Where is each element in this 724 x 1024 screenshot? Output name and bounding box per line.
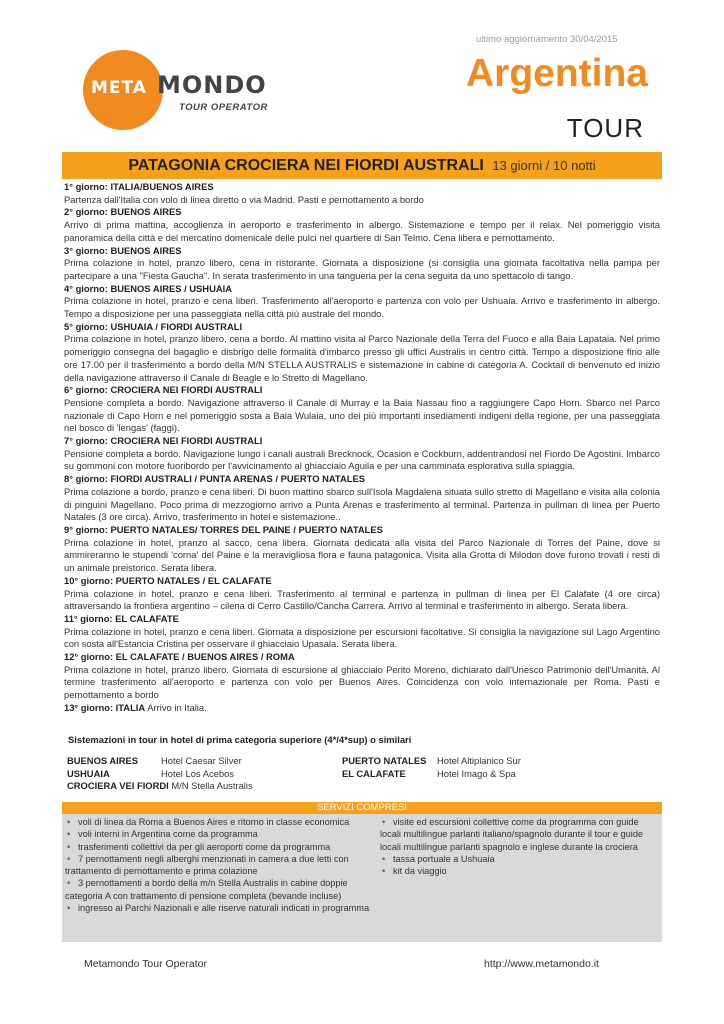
day-description: Prima colazione in hotel, pranzo libero, cena a bordo. Al mattino visita al Parco Nazionale della Terra del Fuoco e alla Baia Lapataia. Nel primo pomeriggio consegna del bagaglio e disbrigo delle formalità d'imbarco presso gli uffici Australis in centro città. Tempo a disposizione fino alle ore 17.00 per il trasferimento a bordo della M/N STELLA AUSTRALIS e sistemazione in cabine di categoria A. Cocktail di benvenuto ed inizio della navigazione attraverso il Canale di Beagle e lo Stretto di Magellano. bbox=[64, 333, 660, 383]
hotel-city: PUERTO NATALES bbox=[342, 755, 427, 766]
hotel-name: Hotel Caesar Silver bbox=[161, 755, 242, 766]
hotel-row bbox=[342, 755, 521, 768]
day-description: Prima colazione in hotel, pranzo libero, cena in ristorante. Giornata a disposizione (si consiglia una giornata facoltativa nella pampa per partecipare a una "Fiesta Gaucha". In serata trasferimento in una tangueria per la cena seguita da uno spettacolo di tango. bbox=[64, 257, 660, 281]
day-12 bbox=[64, 651, 660, 702]
hotels-title: Sistemazioni in tour in hotel di prima categoria superiore (4*/4*sup) o similari bbox=[68, 734, 412, 745]
tour-banner bbox=[62, 152, 662, 179]
page-title: Argentina bbox=[465, 52, 648, 95]
service-item: • 7 pernottamenti negli alberghi menzionati in camera a due letti con trattamento di pernottamento e prima colazione bbox=[65, 853, 371, 878]
day-heading: 6° giorno: CROCIERA NEI FIORDI AUSTRALI bbox=[64, 384, 263, 396]
day-heading: 1° giorno: ITALIA/BUENOS AIRES bbox=[64, 181, 214, 192]
day-heading: 11° giorno: EL CALAFATE bbox=[64, 612, 179, 624]
metamondo-logo bbox=[83, 46, 275, 134]
day-heading: 3° giorno: BUENOS AIRES bbox=[64, 244, 182, 256]
day-10 bbox=[64, 575, 660, 613]
service-item: • trasferimenti collettivi da per gli aeroporti come da programma bbox=[65, 841, 371, 853]
day-heading: 2° giorno: BUENOS AIRES bbox=[64, 206, 182, 218]
logo-mondo-text: MONDO bbox=[157, 71, 267, 99]
day-1 bbox=[64, 181, 660, 206]
hotel-row bbox=[67, 755, 242, 768]
service-item: • voli di linea da Roma a Buenos Aires e ritorno in classe economica bbox=[65, 816, 371, 828]
footer-website-link[interactable]: http://www.metamondo.it bbox=[484, 958, 599, 970]
tour-duration: 13 giorni / 10 notti bbox=[492, 158, 596, 173]
logo-meta-text: META bbox=[91, 78, 147, 98]
itinerary bbox=[64, 181, 660, 715]
day-description: Partenza dall'Italia con volo di linea diretto o via Madrid. Pasti e pernottamento a bordo bbox=[64, 193, 424, 205]
day-heading: 10° giorno: PUERTO NATALES / EL CALAFATE bbox=[64, 574, 272, 586]
day-description: Prima colazione a bordo, pranzo e cena liberi. Di buon mattino sbarco sull'Isola Magdalena situata sullo stretto di Magellano e visita alla colonia di pinguini Magellano. Poco prima di mezzogiorno arrivo a Punta Arenas e trasferimento al terminal. Partenza in pullman di linea per Puerto Natales (3 ore circa). Arrivo, trasferimento in hotel e sistemazione.. bbox=[64, 485, 660, 523]
services-title: SERVIZI COMPRESI bbox=[62, 802, 662, 814]
day-heading: 13° giorno: ITALIA bbox=[64, 701, 146, 713]
day-6 bbox=[64, 384, 660, 435]
hotel-name: Hotel Imago & Spa bbox=[437, 767, 516, 779]
hotel-city: USHUAIA bbox=[67, 767, 110, 779]
day-heading: 5° giorno: USHUAIA / FIORDI AUSTRALI bbox=[64, 320, 243, 332]
service-item: • kit da viaggio bbox=[380, 865, 662, 877]
day-description: Arrivo di prima mattina, accoglienza in aeroporto e trasferimento in albergo. Sistemazione e tempo per il relax. Nel pomeriggio visita panoramica della città e del mercatino domenicale delle pulci nel quartiere di San Telmo. Cena libera e pernottamento. bbox=[64, 219, 660, 243]
hotel-name: Hotel Los Acebos bbox=[161, 767, 234, 779]
page-subtitle: TOUR bbox=[566, 113, 644, 143]
last-updated: ultimo aggiornamento 30/04/2015 bbox=[476, 34, 618, 45]
hotel-city: CROCIERA VEI FIORDI bbox=[67, 780, 169, 792]
logo-subtitle: TOUR OPERATOR bbox=[179, 102, 268, 113]
day-description: Prima colazione in hotel, pranzo libero. Giornata di escursione al ghiacciaio Perito Moreno, dichiarato dall'Unesco Patrimonio dell'Umanità. Al termine trasferimento all'aeroporto e partenza con volo per Buenos Aires. Coincidenza con volo internazionale per Roma. Pasti e pernottamento a bordo bbox=[64, 663, 660, 701]
day-4 bbox=[64, 283, 660, 321]
day-description: Prima colazione in hotel, pranzo al sacco, cena libera. Giornata dedicata alla visita del Parco Nazionale di Torres del Paine, dove si ammireranno le stupendi 'corna' del Paine e la meravigliosa flora e fauna patagonica. Visita alla Grotta di Milodon dove furono trovati i resti di un animale preistorico. Serata libera. bbox=[64, 536, 660, 574]
day-heading: 8° giorno: FIORDI AUSTRALI / PUNTA ARENAS / PUERTO NATALES bbox=[64, 473, 365, 485]
day-7 bbox=[64, 435, 660, 473]
day-description: Pensione completa a bordo. Navigazione attraverso il Canale di Murray e la Baia Nassau fino a raggiungere Capo Horn. Sbarco nel Parco nazionale di Capo Horn e nel pomeriggio sosta a Baia Wulaia, uno dei più importanti insediamenti indigeni della regione, per una passeggiata nel bosco di 'lengas' (faggi). bbox=[64, 396, 660, 434]
day-heading: 9° giorno: PUERTO NATALES/ TORRES DEL PAINE / PUERTO NATALES bbox=[64, 523, 383, 535]
day-heading: 7° giorno: CROCIERA NEI FIORDI AUSTRALI bbox=[64, 435, 263, 447]
day-11 bbox=[64, 613, 660, 651]
services-left-column bbox=[65, 816, 371, 914]
day-heading: 4° giorno: BUENOS AIRES / USHUAIA bbox=[64, 282, 232, 294]
service-item: • visite ed escursioni collettive come da programma con guide locali multilingue parlanti italiano/spagnolo durante il tour e guide locali multilingue parlanti spagnolo e inglese durante la crociera bbox=[380, 816, 662, 853]
service-item: • voli interni in Argentina come da programma bbox=[65, 828, 371, 840]
service-item: • ingresso ai Parchi Nazionali e alle riserve naturali indicati in programma bbox=[65, 902, 371, 914]
hotel-row bbox=[342, 768, 516, 781]
hotel-city: BUENOS AIRES bbox=[67, 755, 139, 766]
day-description: Prima colazione in hotel, pranzo e cena liberi. Trasferimento al terminal e partenza in pullman di linea per El Calafate (4 ore circa) attraversando la frontiera argentino – cilena di Cerro Castillo/Cancha Carrera. Arrivo al terminal e trasferimento in albergo. Serata libera. bbox=[64, 587, 660, 612]
hotel-name: M/N Stella Australis bbox=[171, 780, 253, 792]
day-description: Prima colazione in hotel, pranzo e cena liberi. Giornata a disposizione per escursioni facoltative. Si consiglia la navigazione sul Lago Argentino con sosta all'Estancia Cristina per osservare il ghiacciaio Upasala. Serata libera. bbox=[64, 625, 660, 650]
day-description: Pensione completa a bordo. Navigazione lungo i canali australi Brecknock, Ocasion e Cockburn, addentrandosi nel Fiordo De Agostini. Imbarco su gommoni con motore fuoribordo per l'avvicinamento al ghiacciaio Aguila e per una camminata esplorativa sulla spiaggia. bbox=[64, 447, 660, 472]
day-heading: 12° giorno: EL CALAFATE / BUENOS AIRES / ROMA bbox=[64, 651, 295, 663]
day-description: Prima colazione in hotel, pranzo e cena liberi. Trasferimento all'aeroporto e partenza con volo per Ushuaia. Arrivo e trasferimento in albergo. Tempo a disposizione per una passeggiata nella città più australe del mondo. bbox=[64, 295, 660, 320]
hotel-row bbox=[67, 768, 234, 781]
hotel-name: Hotel Altiplanico Sur bbox=[437, 755, 521, 766]
day-5 bbox=[64, 321, 660, 385]
service-item: • 3 pernottamenti a bordo della m/n Stella Australis in cabine doppie categoria A con trattamento di pensione completa (bevande incluse) bbox=[65, 877, 371, 902]
footer-company: Metamondo Tour Operator bbox=[84, 958, 207, 970]
day-2 bbox=[64, 206, 660, 244]
day-description: Arrivo in Italia. bbox=[147, 701, 207, 713]
hotel-row bbox=[67, 780, 253, 793]
day-9 bbox=[64, 524, 660, 575]
service-item: • tassa portuale a Ushuaia bbox=[380, 853, 662, 865]
hotel-city: EL CALAFATE bbox=[342, 767, 406, 779]
services-right-column bbox=[380, 816, 662, 877]
day-13 bbox=[64, 702, 660, 715]
day-8 bbox=[64, 473, 660, 524]
tour-name: PATAGONIA CROCIERA NEI FIORDI AUSTRALI bbox=[128, 157, 484, 174]
services-box bbox=[62, 802, 662, 942]
day-3 bbox=[64, 245, 660, 283]
